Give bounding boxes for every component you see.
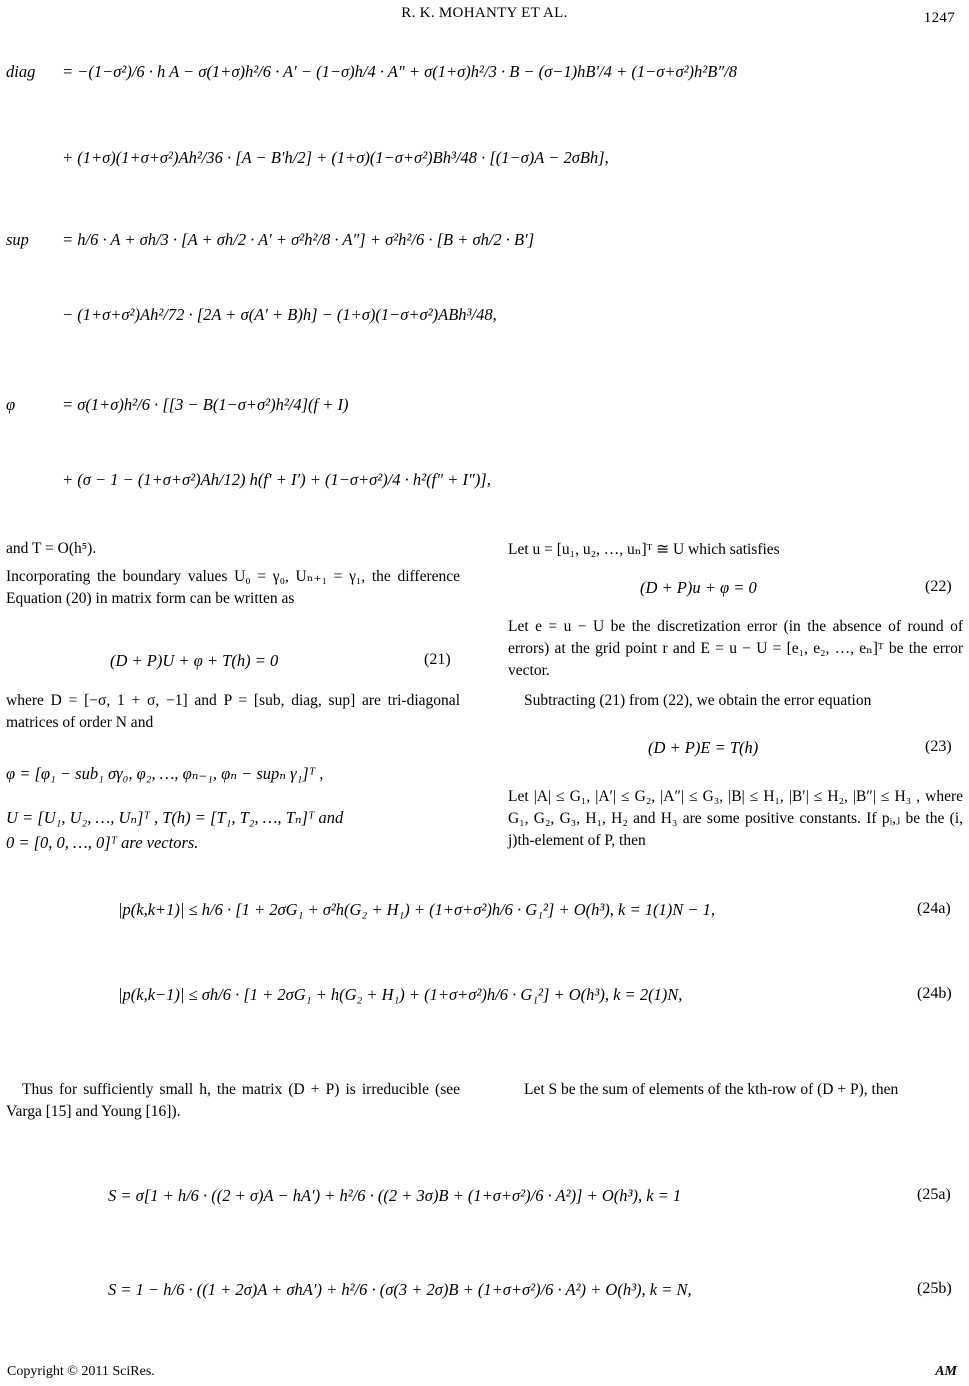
paragraph-irreducible: Thus for sufficiently small h, the matrix (D + P) is irreducible (see Varga [15] and Young [16]). bbox=[6, 1081, 460, 1120]
phi-equation-line1: = σ(1+σ)h²/6 · [[3 − B(1−σ+σ²)h²/4](f + I) bbox=[62, 395, 349, 414]
equation-22: (D + P)u + φ = 0 bbox=[640, 578, 757, 597]
paragraph-row-sum: Let S be the sum of elements of the kth-row of (D + P), then bbox=[524, 1081, 899, 1098]
diag-equation-line1: = −(1−σ²)/6 · h A − σ(1+σ)h²/6 · A′ − (1−σ)h/4 · A″ + σ(1+σ)h²/3 · B − (σ−1)hB′/4 + (1−σ+σ²)h²B″/8 bbox=[62, 62, 738, 81]
sup-equation-line1: = h/6 · A + σh/3 · [A + σh/2 · A′ + σ²h²/8 · A″] + σ²h²/6 · [B + σh/2 · B′] bbox=[62, 230, 535, 249]
paragraph-error-definition: Let e = u − U be the discretization error (in the absence of round of errors) at the grid point r and E = u − U = [e₁, e₂, …, eₙ]ᵀ be the error vector. bbox=[508, 618, 963, 679]
equation-23: (D + P)E = T(h) bbox=[648, 738, 759, 757]
inequality-24b: |p(k,k−1)| ≤ σh/6 · [1 + 2σG₁ + h(G₂ + H₁) + (1+σ+σ²)h/6 · G₁²] + O(h³), k = 2(1)N, bbox=[118, 985, 683, 1004]
sup-equation-line2: − (1+σ+σ²)Ah²/72 · [2A + σ(A′ + B)h] − (1+σ)(1−σ+σ²)ABh³/48, bbox=[62, 305, 497, 324]
phi-label: φ bbox=[6, 395, 16, 414]
zero-vector: 0 = [0, 0, …, 0]ᵀ are vectors. bbox=[6, 833, 199, 852]
sup-label: sup bbox=[6, 230, 29, 249]
journal-abbreviation: AM bbox=[935, 1364, 957, 1379]
copyright-footer: Copyright © 2011 SciRes. bbox=[7, 1364, 155, 1379]
u-and-t-vectors: U = [U₁, U₂, …, Uₙ]ᵀ , T(h) = [T₁, T₂, …, Tₙ]ᵀ and bbox=[6, 808, 344, 827]
row-sum-25b-number: (25b) bbox=[917, 1280, 952, 1297]
equation-23-number: (23) bbox=[925, 738, 952, 755]
equation-22-number: (22) bbox=[925, 578, 952, 595]
equation-21: (D + P)U + φ + T(h) = 0 bbox=[110, 651, 279, 670]
truncation-order-line: and T = O(h⁵). bbox=[6, 540, 97, 557]
paragraph-boundary: Incorporating the boundary values U₀ = γ₀, Uₙ₊₁ = γ₁, the difference Equation (20) in matrix form can be written as bbox=[6, 568, 460, 607]
diag-label: diag bbox=[6, 62, 36, 81]
row-sum-25a-number: (25a) bbox=[917, 1186, 951, 1203]
inequality-24a-number: (24a) bbox=[917, 900, 951, 917]
running-title: R. K. MOHANTY ET AL. bbox=[401, 5, 568, 21]
row-sum-25a: S = σ[1 + h/6 · ((2 + σ)A − hA′) + h²/6 · ((2 + 3σ)B + (1+σ+σ²)/6 · A²)] + O(h³), k = 1 bbox=[108, 1186, 682, 1205]
let-u-line: Let u = [u₁, u₂, …, uₙ]ᵀ ≅ U which satisfies bbox=[508, 541, 780, 558]
row-sum-25b: S = 1 − h/6 · ((1 + 2σ)A + σhA′) + h²/6 · (σ(3 + 2σ)B + (1+σ+σ²)/6 · A²) + O(h³), k = N, bbox=[108, 1280, 692, 1299]
diag-equation-line2: + (1+σ)(1+σ+σ²)Ah²/36 · [A − B′h/2] + (1+σ)(1−σ+σ²)Bh³/48 · [(1−σ)A − 2σBh], bbox=[62, 148, 609, 167]
inequality-24b-number: (24b) bbox=[917, 985, 952, 1002]
paragraph-matrices: where D = [−σ, 1 + σ, −1] and P = [sub, diag, sup] are tri-diagonal matrices of order N and bbox=[6, 692, 460, 731]
paragraph-subtracting: Subtracting (21) from (22), we obtain the error equation bbox=[524, 692, 872, 709]
phi-equation-line2: + (σ − 1 − (1+σ+σ²)Ah/12) h(f′ + I′) + (1−σ+σ²)/4 · h²(f″ + I″)], bbox=[62, 470, 491, 489]
inequality-24a: |p(k,k+1)| ≤ h/6 · [1 + 2σG₁ + σ²h(G₂ + H₁) + (1+σ+σ²)h/6 · G₁²] + O(h³), k = 1(1)N − 1, bbox=[118, 900, 716, 919]
phi-vector: φ = [φ₁ − sub₁ σγ₀, φ₂, …, φₙ₋₁, φₙ − supₙ γ₁]ᵀ , bbox=[6, 764, 324, 783]
equation-21-number: (21) bbox=[424, 651, 451, 668]
page-number: 1247 bbox=[923, 10, 955, 26]
paragraph-bounds: Let |A| ≤ G₁, |A′| ≤ G₂, |A″| ≤ G₃, |B| ≤ H₁, |B′| ≤ H₂, |B″| ≤ H₃ , where G₁, G₂, G₃, H₁, H₂ and H₃ are some positive constants. If pᵢ,ⱼ be the (i, j)th-element of P, then bbox=[508, 788, 963, 849]
